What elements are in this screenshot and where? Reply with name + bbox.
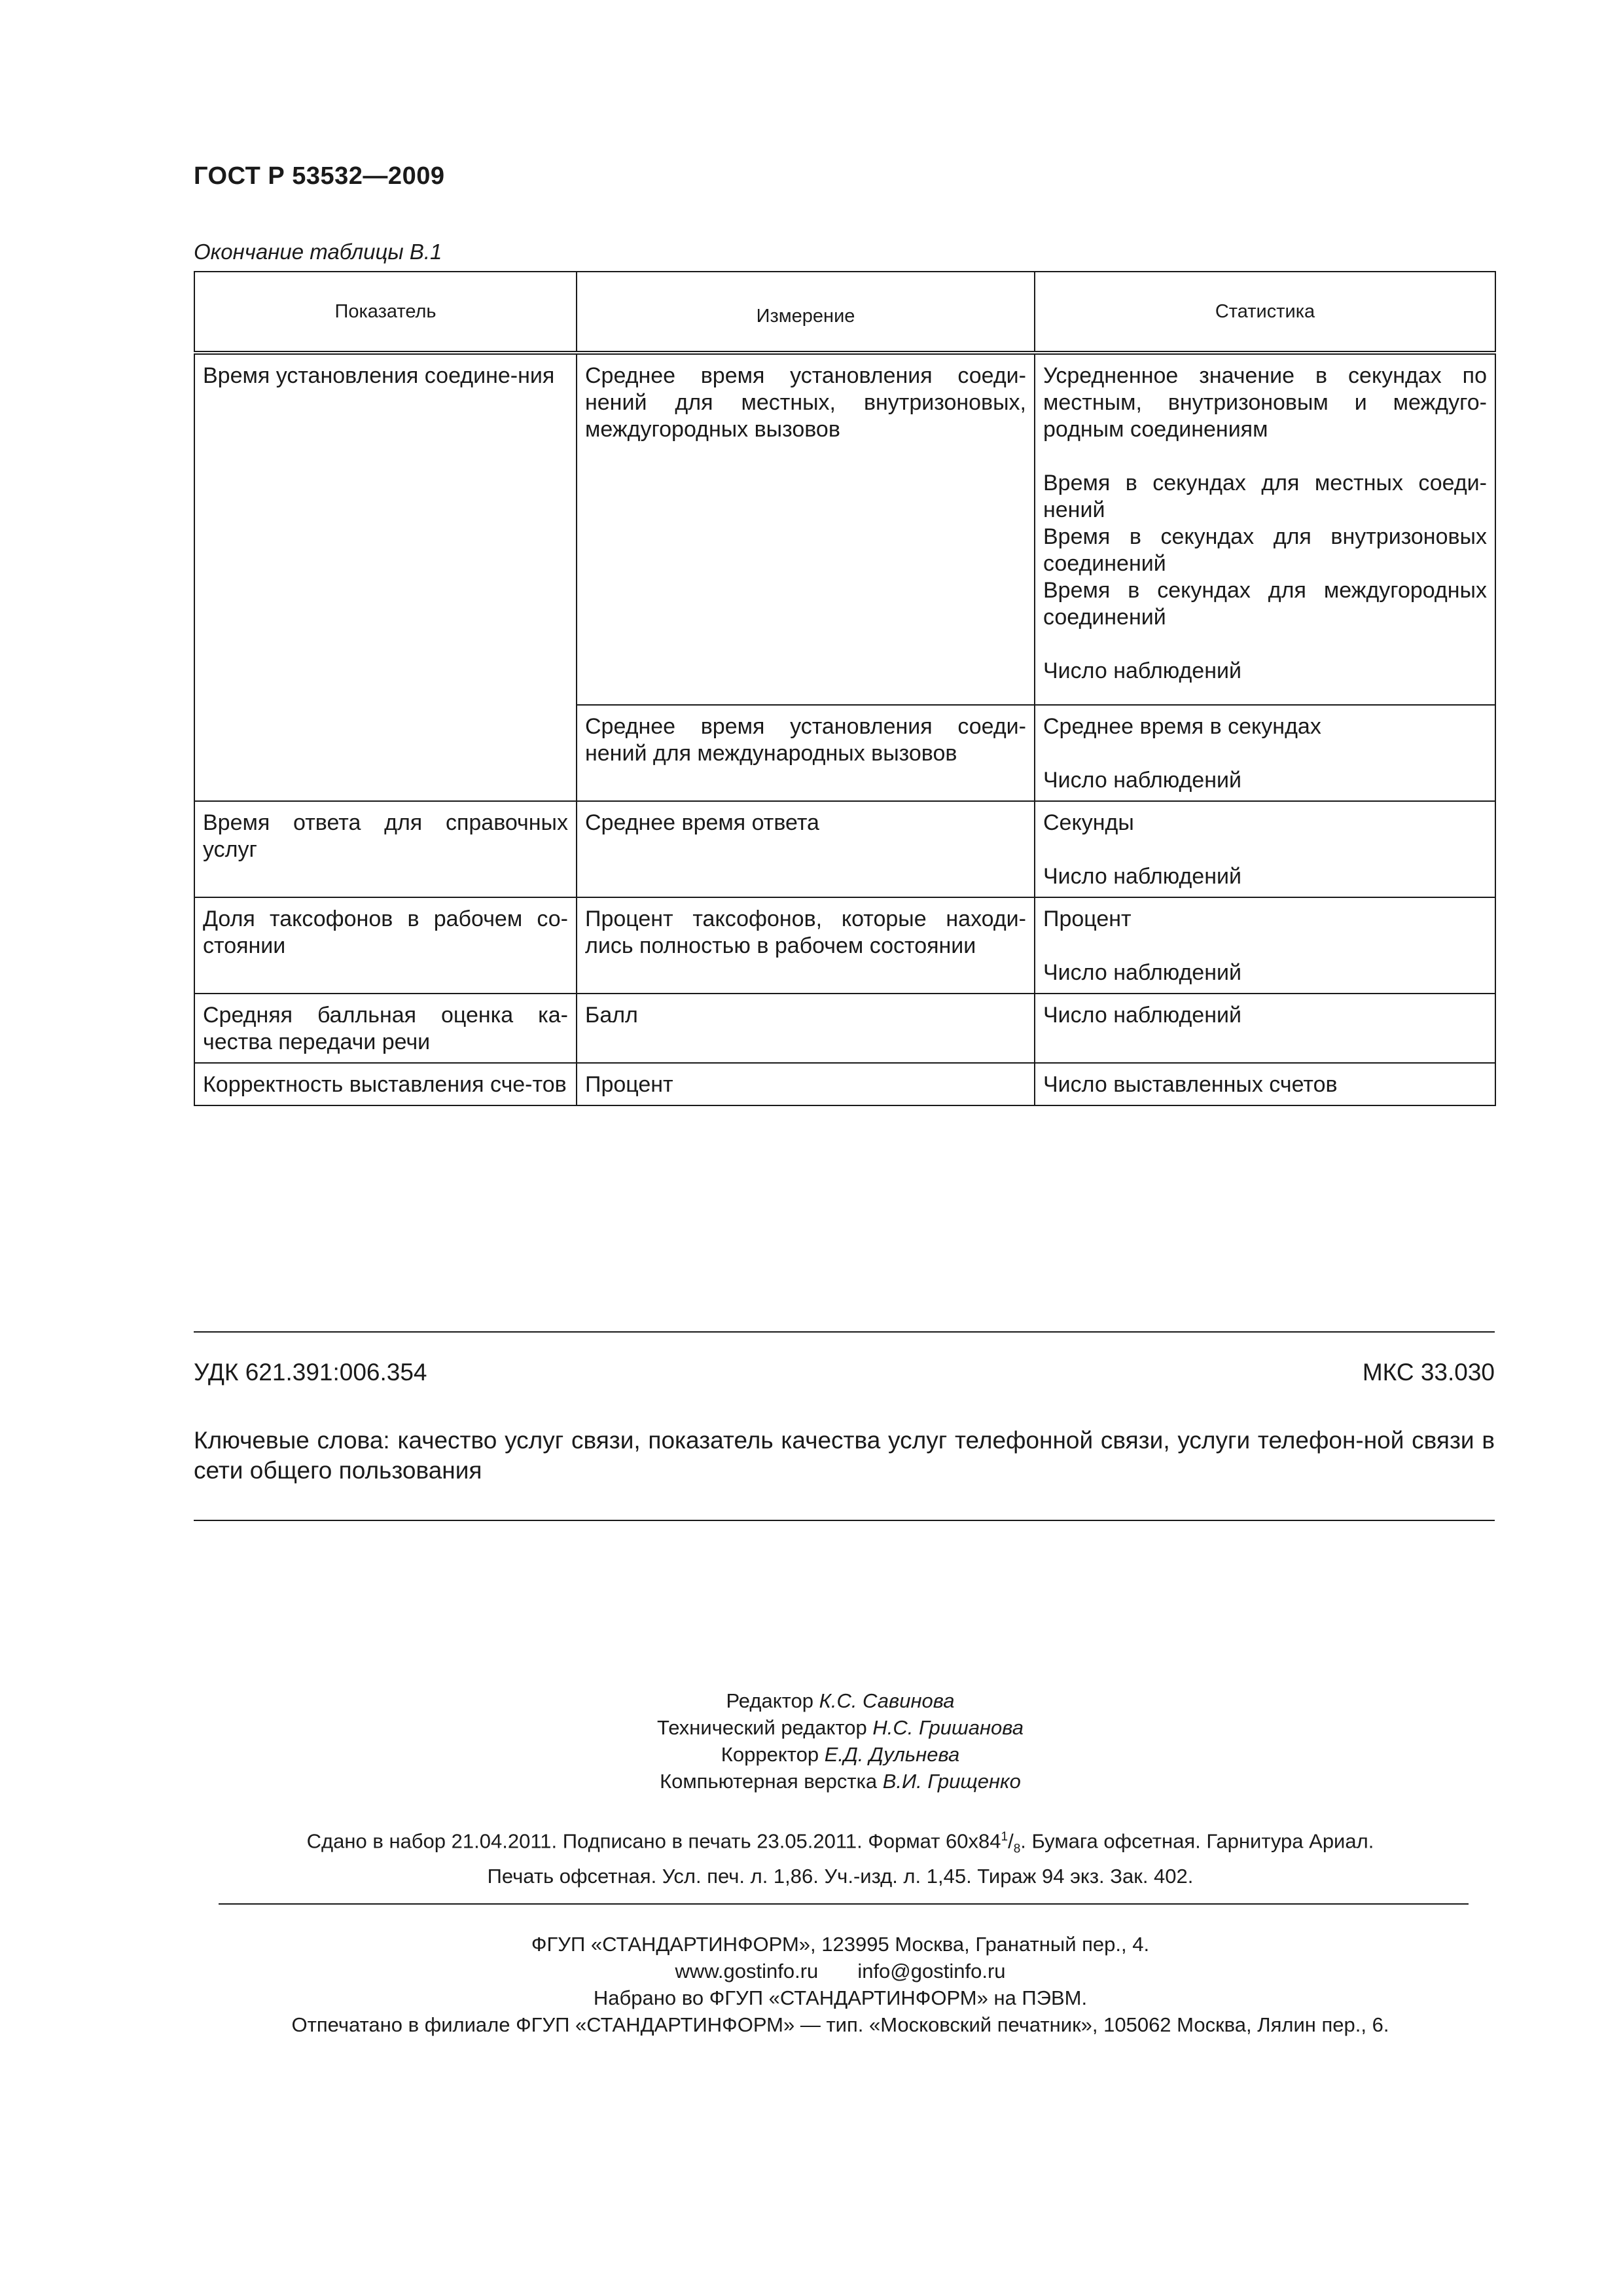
- column-header-statistics: Статистика: [1035, 272, 1495, 353]
- format-denominator: 8: [1013, 1842, 1021, 1856]
- table-header-row: [194, 272, 1495, 353]
- statistics-text: Процент: [1043, 906, 1132, 931]
- measure-cell: [577, 353, 1035, 705]
- indicator-text: Корректность выставления сче-тов: [203, 1072, 567, 1097]
- indicator-text: Время ответа для справочных услуг: [203, 810, 568, 862]
- publisher-address: ФГУП «СТАНДАРТИНФОРМ», 123995 Москва, Гранатный пер., 4.: [531, 1933, 1150, 1956]
- credit-editor: [0, 1687, 1623, 1714]
- print-info: [0, 1823, 1623, 1890]
- publisher-website[interactable]: www.gostinfo.ru: [675, 1960, 819, 1982]
- credit-label: Технический редактор: [657, 1716, 867, 1739]
- credit-tech-editor: [0, 1714, 1623, 1741]
- indicator-text: Доля таксофонов в рабочем со-стоянии: [203, 906, 568, 958]
- statistics-cell: [1035, 353, 1495, 705]
- statistics-text: Усредненное значение в секундах по местным, внутризоновым и междуго-родным соединениям: [1043, 363, 1487, 442]
- credit-label: Корректор: [721, 1743, 819, 1766]
- indicator-cell: [194, 897, 577, 994]
- credit-name: Е.Д. Дульнева: [824, 1743, 960, 1766]
- statistics-text: Время в секундах для местных соеди-нений: [1043, 471, 1487, 522]
- document-title: ГОСТ Р 53532—2009: [194, 162, 445, 190]
- measure-text: Процент: [585, 1072, 673, 1097]
- statistics-cell: [1035, 994, 1495, 1063]
- measure-cell: [577, 1063, 1035, 1105]
- publisher-block: [0, 1931, 1623, 2038]
- table-caption: Окончание таблицы В.1: [194, 240, 442, 264]
- statistics-text: Число наблюдений: [1043, 1003, 1241, 1028]
- measure-text: Процент таксофонов, которые находи-лись полностью в рабочем состоянии: [585, 906, 1026, 958]
- measure-cell: [577, 897, 1035, 994]
- credits-block: [0, 1687, 1623, 1795]
- credit-corrector: [0, 1741, 1623, 1768]
- column-header-indicator: Показатель: [194, 272, 577, 353]
- print-info-text: Сдано в набор 21.04.2011. Подписано в печать 23.05.2011. Формат 60х84: [306, 1829, 1001, 1853]
- statistics-cell: [1035, 705, 1495, 801]
- indicator-cell: [194, 1063, 577, 1105]
- divider-bottom: [194, 1520, 1495, 1521]
- measure-text: Среднее время установления соеди-нений для международных вызовов: [585, 714, 1026, 766]
- indicator-cell: [194, 994, 577, 1063]
- print-info-line: Сдано в набор 21.04.2011. Подписано в печать 23.05.2011. Формат $60х84^1/_8$. Бумага офсетная. Гарнитура Ариал.: [306, 1829, 1374, 1856]
- measure-cell: [577, 994, 1035, 1063]
- statistics-cell: [1035, 801, 1495, 897]
- statistics-text: Число наблюдений: [1043, 864, 1241, 889]
- divider-imprint: [219, 1903, 1469, 1905]
- indicator-text: Средняя балльная оценка ка-чества передачи речи: [203, 1003, 568, 1054]
- statistics-text: Время в секундах для междугородных соединений: [1043, 578, 1487, 630]
- table-row: [194, 1063, 1495, 1105]
- indicators-table: [194, 271, 1496, 1106]
- statistics-text: Секунды: [1043, 810, 1134, 835]
- statistics-cell: [1035, 1063, 1495, 1105]
- indicator-text: Время установления соедине-ния: [203, 363, 555, 388]
- table-row: [194, 801, 1495, 897]
- indicator-cell: [194, 801, 577, 897]
- measure-text: Среднее время ответа: [585, 810, 819, 835]
- credit-name: В.И. Грищенко: [882, 1770, 1021, 1793]
- print-info-line: Печать офсетная. Усл. печ. л. 1,86. Уч.-изд. л. 1,45. Тираж 94 экз. Зак. 402.: [487, 1864, 1194, 1888]
- credit-label: Компьютерная верстка: [660, 1770, 878, 1793]
- statistics-text: Число наблюдений: [1043, 658, 1241, 683]
- divider-top: [194, 1331, 1495, 1333]
- statistics-cell: [1035, 897, 1495, 994]
- credit-label: Редактор: [726, 1689, 813, 1712]
- table-row: [194, 353, 1495, 705]
- mks-code: МКС 33.030: [1362, 1359, 1495, 1386]
- column-header-measure: Измерение: [577, 272, 1035, 353]
- print-info-text: . Бумага офсетная. Гарнитура Ариал.: [1020, 1829, 1374, 1853]
- measure-cell: [577, 705, 1035, 801]
- credit-name: Н.С. Гришанова: [872, 1716, 1024, 1739]
- statistics-text: Число наблюдений: [1043, 960, 1241, 985]
- publisher-typeset: Набрано во ФГУП «СТАНДАРТИНФОРМ» на ПЭВМ.: [593, 1986, 1088, 2009]
- measure-text: Среднее время установления соеди-нений для местных, внутризоновых, междугородных вызовов: [585, 363, 1026, 442]
- keywords: Ключевые слова: качество услуг связи, показатель качества услуг телефонной связи, услуги телефон-ной связи в сети общего пользования: [194, 1427, 1495, 1484]
- indicator-cell: [194, 353, 577, 801]
- measure-cell: [577, 801, 1035, 897]
- statistics-text: Число наблюдений: [1043, 768, 1241, 793]
- statistics-text: Число выставленных счетов: [1043, 1072, 1338, 1097]
- publisher-contacts: [0, 1958, 1623, 1984]
- udk-code: УДК 621.391:006.354: [194, 1359, 427, 1386]
- measure-text: Балл: [585, 1003, 638, 1028]
- format-numerator: 1: [1001, 1830, 1008, 1844]
- table-row: [194, 897, 1495, 994]
- statistics-text: Среднее время в секундах: [1043, 714, 1321, 739]
- table-row: [194, 994, 1495, 1063]
- credit-name: К.С. Савинова: [819, 1689, 955, 1712]
- credit-layout: [0, 1768, 1623, 1795]
- publisher-email[interactable]: info@gostinfo.ru: [857, 1960, 1006, 1982]
- publisher-printed: Отпечатано в филиале ФГУП «СТАНДАРТИНФОРМ» — тип. «Московский печатник», 105062 Москва, Лялин пер., 6.: [291, 2013, 1389, 2036]
- statistics-text: Время в секундах для внутризоновых соединений: [1043, 524, 1487, 576]
